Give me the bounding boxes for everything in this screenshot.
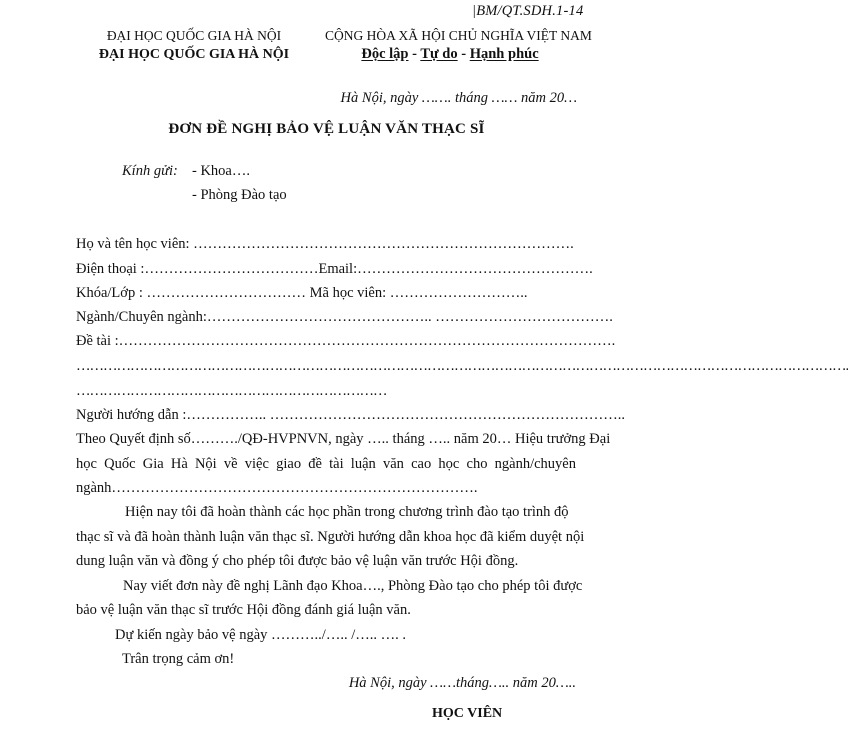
decision-line: Theo Quyết định số………./QĐ-HVPNVN, ngày ….. tháng ….. năm 20… Hiệu trưởng Đại [76,431,611,447]
recipient-item: - Phòng Đào tạo [192,187,287,203]
field-phone-email: Điện thoại :………………………………Email:…………………………………………. [76,261,593,277]
national-title: CỘNG HÒA XÃ HỘI CHỦ NGHĨA VIỆT NAM [325,28,592,43]
field-major: Ngành/Chuyên ngành:……………………………………….. ………………………………. [76,309,613,325]
form-code [472,3,583,20]
national-motto [336,46,564,63]
expected-defense-date: Dự kiến ngày bảo vệ ngày ………../….. /….. …. . [115,627,406,643]
decision-line: học Quốc Gia Hà Nội về việc giao đề tài luận văn cao học cho ngành/chuyên [76,456,576,472]
form-code-bar: | [472,3,477,19]
closing-remark: Trân trọng cảm ơn! [122,651,235,667]
date-line-bottom: Hà Nội, ngày ……tháng….. năm 20….. [348,675,576,691]
motto-part: Tự do [420,46,458,62]
form-code-text: BM/QT.SDH.1-14 [476,3,584,19]
decision-line: ngành…………………………………………………………………. [76,480,478,496]
motto-separator: - [457,46,470,62]
field-course-student-id: Khóa/Lớp : …………………………… Mã học viên: ……………………….. [76,285,528,301]
paragraph-line: bảo vệ luận văn thạc sĩ trước Hội đồng đánh giá luận văn. [76,602,411,618]
document-title: ĐƠN ĐỀ NGHỊ BẢO VỆ LUẬN VĂN THẠC SĨ [168,121,485,137]
paragraph-line: dung luận văn và đồng ý cho phép tôi được bảo vệ luận văn trước Hội đồng. [76,553,519,569]
recipients-label: Kính gửi: [122,163,178,179]
recipient-item: - Khoa…. [192,163,250,179]
organization-parent: ĐẠI HỌC QUỐC GIA HÀ NỘI [106,28,282,43]
motto-separator: - [408,46,421,62]
field-topic: Đề tài :…………………………………………………………………………………………. [76,333,616,349]
date-line-top: Hà Nội, ngày ……. tháng …… năm 20… [340,90,577,106]
paragraph-line: Hiện nay tôi đã hoàn thành các học phần trong chương trình đào tạo trình độ [125,504,569,520]
field-fullname: Họ và tên học viên: ……………………………………………………………………. [76,236,574,252]
signer-title: HỌC VIÊN [432,706,503,721]
motto-part: Hạnh phúc [469,46,539,62]
paragraph-line: Nay viết đơn này đề nghị Lãnh đạo Khoa…., Phòng Đào tạo cho phép tôi được [123,578,583,594]
motto-part: Độc lập [361,46,409,62]
field-topic-continued: ………………………………………………………………………………………………………………………………………………………. [76,358,848,374]
field-supervisor: Người hướng dẫn :…………….. ……………………………………………………………….. [76,407,626,423]
paragraph-line: thạc sĩ và đã hoàn thành luận văn thạc sĩ. Người hướng dẫn khoa học đã kiểm duyệt nội [76,529,585,545]
field-topic-continued: …………………………………………………………… [76,383,387,399]
organization-name: ĐẠI HỌC QUỐC GIA HÀ NỘI [98,47,290,62]
